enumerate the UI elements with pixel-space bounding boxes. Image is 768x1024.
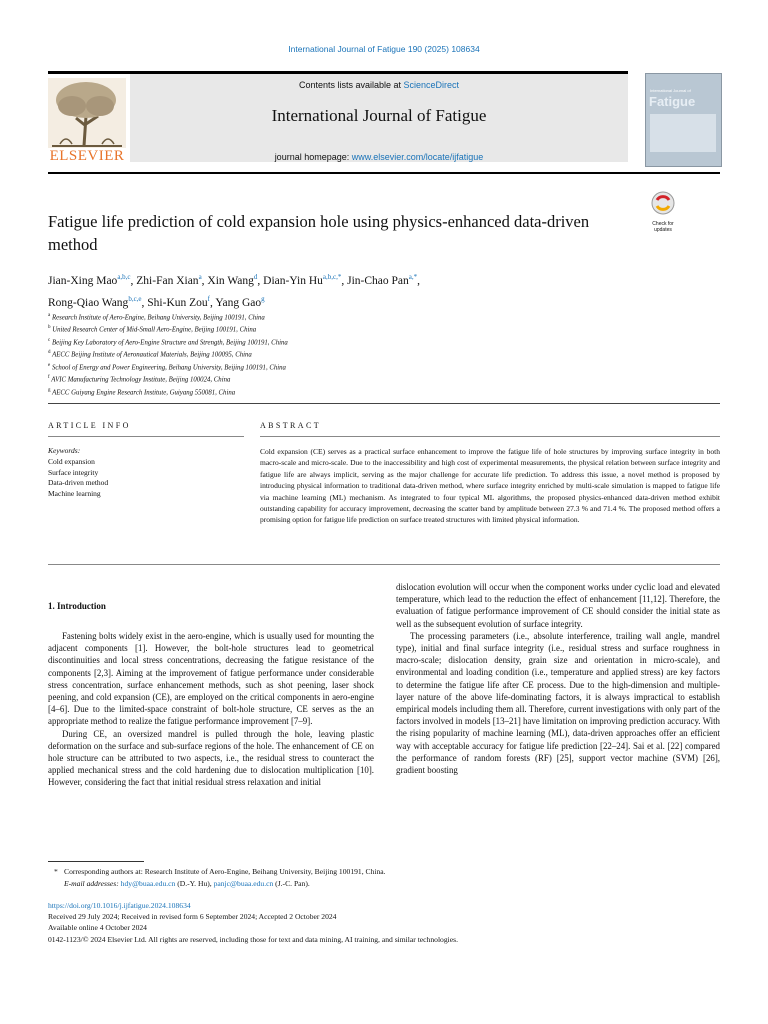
author-separator: , bbox=[210, 296, 216, 309]
affiliation-marker: a bbox=[48, 313, 51, 318]
author-name[interactable]: Jin-Chao Pan bbox=[347, 274, 409, 287]
body-column-right bbox=[396, 581, 720, 776]
author-affiliation-marker[interactable]: b,c,e bbox=[128, 294, 142, 303]
affiliation-text: AVIC Manufacturing Technology Institute, Beijing 100024, China bbox=[51, 376, 231, 384]
copyright: 0142-1123/© 2024 Elsevier Ltd. All rights are reserved, including those for text and data mining, AI training, and similar technologies. bbox=[48, 934, 458, 944]
author-list bbox=[48, 268, 608, 312]
section-heading-introduction: 1. Introduction bbox=[48, 601, 106, 611]
email-name-pan: (J.-C. Pan). bbox=[273, 878, 310, 888]
affiliation-marker: f bbox=[48, 375, 50, 381]
cover-small-text: International Journal of bbox=[650, 88, 691, 93]
journal-name: International Journal of Fatigue bbox=[271, 106, 487, 125]
elsevier-logo bbox=[46, 76, 128, 168]
contents-prefix: Contents lists available at bbox=[298, 80, 404, 90]
affiliation-marker: b bbox=[48, 325, 51, 331]
abstract-bottom-rule bbox=[48, 564, 720, 565]
email-link-pan[interactable]: panjc@buaa.edu.cn bbox=[213, 878, 274, 888]
keyword: Data-driven method bbox=[48, 478, 109, 488]
paragraph: The processing parameters (i.e., absolute interference, trailing wall angle, mandrel type), initial and final surface integrity (i.e., residual stress and surface roughness in macro-scale; dislocation density, grain size and orientation in micro-scale), and environmental and loading condition (i.e., temperature and applied stress) are key factors to determine the fatigue life after CE process. Due to the high-dimension and multiple-layer nature of the above life-dominating factors, it is always impractical to establish empirical models including them all. Therefore, current investigations with only part of the factors involved in models [13–21] have limitation on improving prediction accuracy. With the rising popularity of machine learning (ML), data-driven approaches offer an efficient way with acceptable accuracy for fatigue life prediction [22–24]. Sai et al. [22] compared the performance of random forests (RF) [25], support vector machine (SVM) [26], gradient boosting bbox=[396, 630, 720, 776]
check-for-updates-badge[interactable] bbox=[646, 190, 680, 233]
article-info-heading: ARTICLE INFO bbox=[48, 421, 131, 430]
keywords-label: Keywords: bbox=[48, 446, 81, 455]
affiliation-marker: d bbox=[48, 350, 51, 356]
affiliation bbox=[48, 311, 498, 323]
cover-image bbox=[650, 114, 716, 152]
affiliation bbox=[48, 348, 498, 360]
paragraph: During CE, an oversized mandrel is pulled through the hole, leaving plastic deformation on the surface and sub-surface regions of the hole. The enhancement of CE on hole structure can be attributed to two aspects, i.e., the residual stress to counteract the applied mechanical stress and the cold hardening due to dislocation multiplication [10]. However, considering the fact that initial residual stress relaxation and initial bbox=[48, 728, 374, 788]
affiliation bbox=[48, 386, 498, 398]
abstract-text: Cold expansion (CE) serves as a practical surface enhancement to improve the fatigue life of hole structures by improving surface integrity in both macro-scale and micro-scale. Due to the inaccessibility and high cost of experimental measurements, the physical relation between surface integrity and fatigue life are always implicit, serving as the major challenge for accurate life prediction. To address this issue, a novel method is proposed by introducing physical information to traditional data-driven method, where surface integrity enriched by multi-scale simulation is mapped to fatigue life via machine learning (ML) mechanism. As integrated to four typical ML algorithms, the proposed physics-enhanced data-driven method exhibit outstanding capability for accuracy improvement, decreasing the scatter band by amplitude between 27.3 % and 71.4 %. The proposed method offers a promising option for fatigue life prediction on surface treated structures with limited physical information. bbox=[260, 447, 720, 525]
author-name[interactable]: Jian-Xing Mao bbox=[48, 274, 118, 287]
paragraph: Fastening bolts widely exist in the aero-engine, which is usually used for mounting the adjacent components [1]. However, the bolt-hole structures lead to geometrical discontinuities and local stress concentrations, decreasing the fatigue resistance of the components [2,3]. Aiming at the improvement of fatigue performance under considerable stress concentration, surface enhancement methods, such as shot peening, laser shock peening, and cold expansion (CE), are employed on the critical components in aero-engine [4–6]. Due to the limited-space constraint of bolt-hole structure, CE serves as the an appropriate method to realize the fatigue performance improvement [7–9]. bbox=[48, 631, 374, 727]
email-label: E-mail addresses: bbox=[64, 878, 119, 888]
body-column-left bbox=[48, 630, 374, 789]
affiliation-list bbox=[48, 311, 498, 398]
homepage-link[interactable]: www.elsevier.com/locate/ijfatigue bbox=[351, 152, 484, 162]
author-name[interactable]: Shi-Kun Zou bbox=[147, 296, 208, 309]
author-affiliation-marker[interactable]: g bbox=[261, 294, 265, 303]
header-bottom-rule bbox=[48, 172, 720, 174]
email-link-hu[interactable]: hdy@buaa.edu.cn bbox=[120, 878, 176, 888]
email-name-hu: (D.-Y. Hu), bbox=[175, 878, 214, 888]
affiliation-text: School of Energy and Power Engineering, Beihang University, Beijing 100191, China bbox=[51, 364, 286, 372]
author-name[interactable]: Xin Wang bbox=[207, 274, 254, 287]
affiliation-text: AECC Guiyang Engine Research Institute, Guiyang 550081, China bbox=[52, 389, 236, 397]
author-separator: , bbox=[141, 296, 148, 309]
keyword: Machine learning bbox=[48, 489, 101, 499]
author-affiliation-marker[interactable]: a,* bbox=[408, 273, 418, 281]
homepage-prefix: journal homepage: bbox=[274, 152, 352, 162]
affiliation-text: United Research Center of Mid-Small Aero-Engine, Beijing 100191, China bbox=[52, 326, 257, 334]
publisher-name: ELSEVIER bbox=[49, 148, 125, 164]
author-affiliation-marker[interactable]: d bbox=[253, 273, 258, 281]
affiliation-marker: e bbox=[48, 362, 51, 368]
online-date: Available online 4 October 2024 bbox=[48, 923, 147, 933]
author-affiliation-marker[interactable]: f bbox=[207, 294, 210, 303]
check-updates-icon bbox=[646, 190, 680, 216]
author-separator: , bbox=[201, 274, 208, 287]
keyword: Surface integrity bbox=[48, 467, 99, 477]
author-affiliation-marker[interactable]: a,b,c,* bbox=[322, 273, 342, 281]
affiliation-marker: g bbox=[48, 387, 51, 393]
affiliation bbox=[48, 373, 498, 385]
author-separator: , bbox=[341, 274, 348, 287]
author-name[interactable]: Zhi-Fan Xian bbox=[136, 274, 199, 287]
footnote-rule bbox=[48, 861, 144, 862]
email-line bbox=[48, 878, 720, 890]
affiliation bbox=[48, 361, 498, 373]
author-name[interactable]: Yang Gao bbox=[215, 296, 262, 309]
doi-link[interactable]: https://doi.org/10.1016/j.ijfatigue.2024.108634 bbox=[48, 901, 191, 910]
affiliation-text: Beijing Key Laboratory of Aero-Engine Structure and Strength, Beijing 100191, China bbox=[51, 339, 288, 347]
sciencedirect-link[interactable]: ScienceDirect bbox=[403, 80, 460, 90]
abstract-rule bbox=[260, 436, 720, 437]
author-name[interactable]: Rong-Qiao Wang bbox=[48, 296, 129, 309]
article-info-rule bbox=[48, 436, 244, 437]
front-matter-rule bbox=[48, 403, 720, 404]
corresponding-footnote bbox=[48, 866, 720, 890]
author-separator: , bbox=[130, 274, 137, 287]
keywords-block bbox=[48, 446, 244, 500]
affiliation-text: AECC Beijing Institute of Aeronautical Materials, Beijing 100095, China bbox=[52, 351, 252, 359]
contents-line bbox=[130, 80, 628, 90]
author-affiliation-marker[interactable]: a bbox=[198, 273, 202, 281]
publication-info bbox=[48, 900, 720, 945]
affiliation-marker: c bbox=[48, 337, 51, 343]
keyword: Cold expansion bbox=[48, 456, 95, 466]
author-separator: , bbox=[417, 274, 420, 287]
footnote-marker: * bbox=[54, 867, 58, 876]
affiliation bbox=[48, 323, 498, 335]
cover-title: Fatigue bbox=[649, 94, 696, 109]
author-separator: , bbox=[257, 274, 264, 287]
check-updates-label: Check for updates bbox=[652, 221, 674, 233]
journal-homepage bbox=[130, 152, 628, 162]
affiliation-text: Research Institute of Aero-Engine, Beihang University, Beijing 100191, China bbox=[51, 314, 265, 322]
journal-cover[interactable] bbox=[645, 73, 722, 167]
corresponding-authors: Corresponding authors at: Research Institute of Aero-Engine, Beihang University, Beijing 100191, China. bbox=[64, 867, 386, 876]
author-affiliation-marker[interactable]: a,b,c bbox=[117, 273, 131, 281]
journal-citation[interactable]: International Journal of Fatigue 190 (2025) 108634 bbox=[288, 44, 480, 54]
abstract-heading: ABSTRACT bbox=[260, 421, 321, 430]
affiliation bbox=[48, 336, 498, 348]
received-dates: Received 29 July 2024; Received in revised form 6 September 2024; Accepted 2 October 2024 bbox=[48, 912, 337, 922]
paragraph: dislocation evolution will occur when the component works under cyclic load and elevated temperature, which lead to the reduction the effect of enhancement [11,12]. Therefore, the evaluation of fatigue performance improvement of CE should consider the initial state as well as the subsequent evolution of surface integrity. bbox=[396, 582, 720, 629]
article-title: Fatigue life prediction of cold expansion hole using physics-enhanced data-driven method bbox=[48, 212, 590, 254]
author-name[interactable]: Dian-Yin Hu bbox=[263, 274, 323, 287]
